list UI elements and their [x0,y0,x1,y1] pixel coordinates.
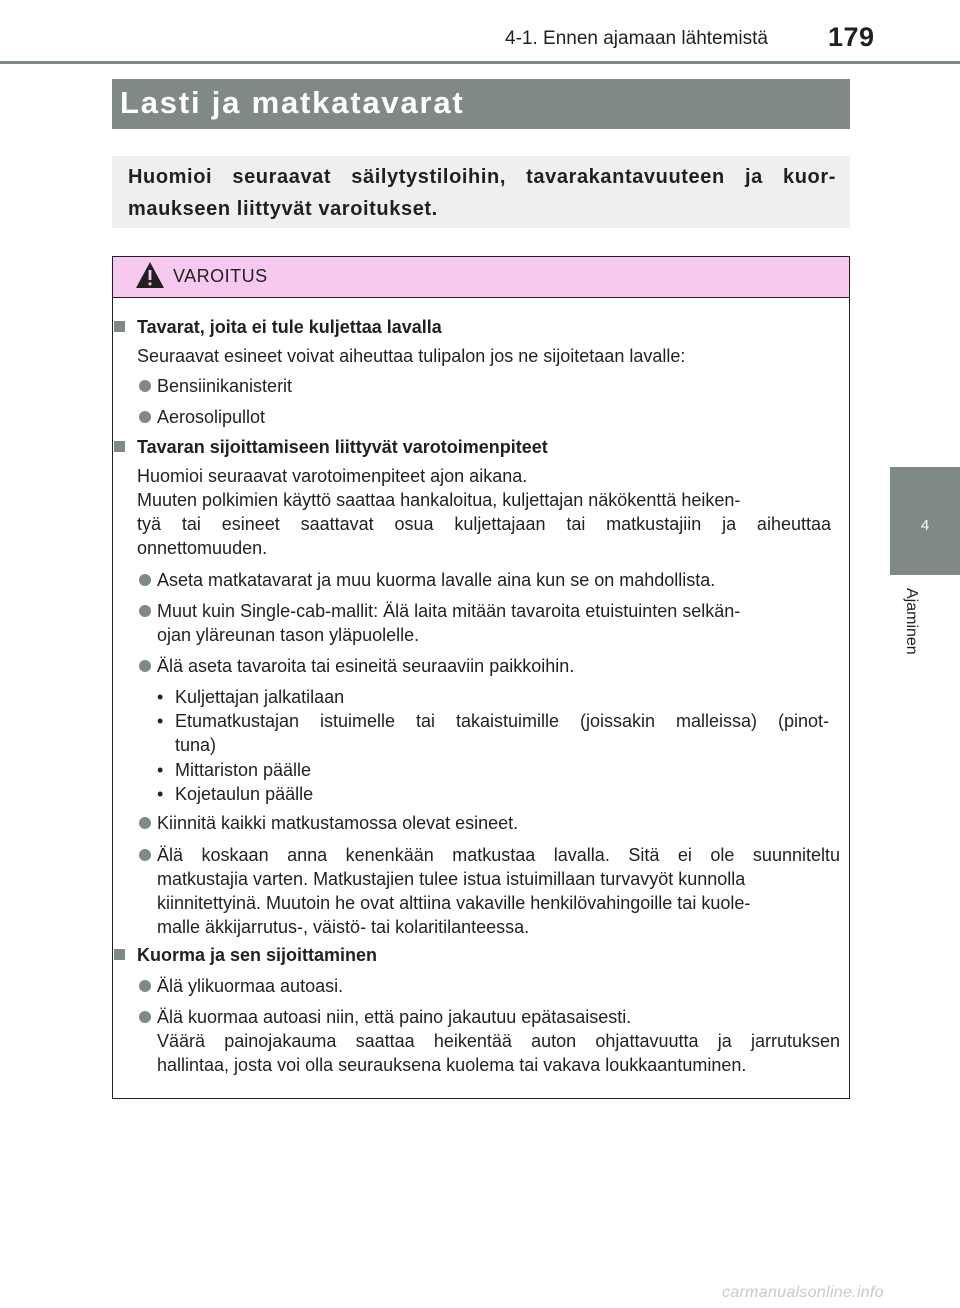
header-divider [0,61,960,64]
section-text: Huomioi seuraavat varotoimenpiteet ajon aikana. [137,466,528,486]
watermark: carmanualsonline.info [722,1284,884,1301]
bullet-text: kiinnitettyinä. Muutoin he ovat alttiina vakaville henkilövahingoille tai kuole- [157,893,751,913]
section-square-marker [114,949,125,960]
section-square-marker [114,321,125,332]
bullet-text: Älä koskaan anna kenenkään matkustaa lavalla. Sitä ei ole suunniteltu [157,845,840,865]
bullet-dot [139,660,151,672]
intro-line-2: maukseen liittyvät varoitukset. [128,198,438,220]
section-title: Lasti ja matkatavarat [120,85,465,120]
bullet-text: Älä ylikuormaa autoasi. [157,976,344,996]
intro-line-1: Huomioi seuraavat säilytystiloihin, tavarakantavuuteen ja kuor- [128,166,836,188]
bullet-text: Aerosolipullot [157,407,266,427]
bullet-text: Älä aseta tavaroita tai esineitä seuraaviin paikkoihin. [157,656,575,676]
bullet-text: Älä kuormaa autoasi niin, että paino jakautuu epätasaisesti. [157,1007,632,1027]
chapter-side-label [900,588,920,678]
warning-box [112,256,850,1099]
section-text: Seuraavat esineet voivat aiheuttaa tulipalon jos ne sijoitetaan lavalle: [137,346,686,366]
warning-triangle-icon [135,261,165,289]
bullet-text: Aseta matkatavarat ja muu kuorma lavalle aina kun se on mahdollista. [157,570,716,590]
section-text: onnettomuuden. [137,538,268,558]
chapter-tab-number: 4 [920,517,930,534]
sub-bullet-text: Etumatkustajan istuimelle tai takaistuimille (joissakin malleissa) (pinot- [175,711,829,731]
sub-bullet-marker: • [157,760,164,780]
sub-bullet-text: tuna) [175,735,217,755]
bullet-dot [139,380,151,392]
bullet-dot [139,574,151,586]
warning-header [113,257,849,298]
bullet-text: hallintaa, josta voi olla seurauksena kuolema tai vakava loukkaantuminen. [157,1055,747,1075]
chapter-side-label-text: Ajaminen [903,588,920,655]
bullet-text: Väärä painojakauma saattaa heikentää auton ohjattavuutta ja jarrutuksen [157,1031,840,1051]
page-number: 179 [828,22,875,52]
bullet-dot [139,849,151,861]
section-heading: Kuorma ja sen sijoittaminen [137,945,378,965]
bullet-text: malle äkkijarrutus-, väistö- tai kolaritilanteessa. [157,917,530,937]
sub-bullet-marker: • [157,687,164,707]
bullet-text: Bensiinikanisterit [157,376,293,396]
intro-text [128,161,836,225]
section-heading: Tavarat, joita ei tule kuljettaa lavalla [137,317,442,337]
chapter-tab [890,467,960,575]
bullet-text: Kiinnitä kaikki matkustamossa olevat esineet. [157,813,519,833]
bullet-dot [139,980,151,992]
bullet-text: Muut kuin Single-cab-mallit: Älä laita mitään tavaroita etuistuinten selkän- [157,601,741,621]
section-text: Muuten polkimien käyttö saattaa hankaloitua, kuljettajan näkökenttä heiken- [137,490,741,510]
section-square-marker [114,441,125,452]
bullet-text: matkustajia varten. Matkustajien tulee istua istuimillaan turvavyöt kunnolla [157,869,746,889]
bullet-dot [139,411,151,423]
bullet-dot [139,1011,151,1023]
intro-box [112,156,850,228]
chapter-section-title: 4-1. Ennen ajamaan lähtemistä [505,28,768,49]
bullet-dot [139,605,151,617]
sub-bullet-text: Kojetaulun päälle [175,784,314,804]
section-title-bar [112,79,850,129]
section-text: tyä tai esineet saattavat osua kuljettajaan tai matkustajiin ja aiheuttaa [137,514,831,534]
bullet-text: ojan yläreunan tason yläpuolelle. [157,625,420,645]
sub-bullet-marker: • [157,711,164,731]
sub-bullet-text: Mittariston päälle [175,760,312,780]
warning-title: VAROITUS [173,266,268,286]
section-heading: Tavaran sijoittamiseen liittyvät varotoimenpiteet [137,437,548,457]
bullet-dot [139,817,151,829]
sub-bullet-text: Kuljettajan jalkatilaan [175,687,345,707]
sub-bullet-marker: • [157,784,164,804]
